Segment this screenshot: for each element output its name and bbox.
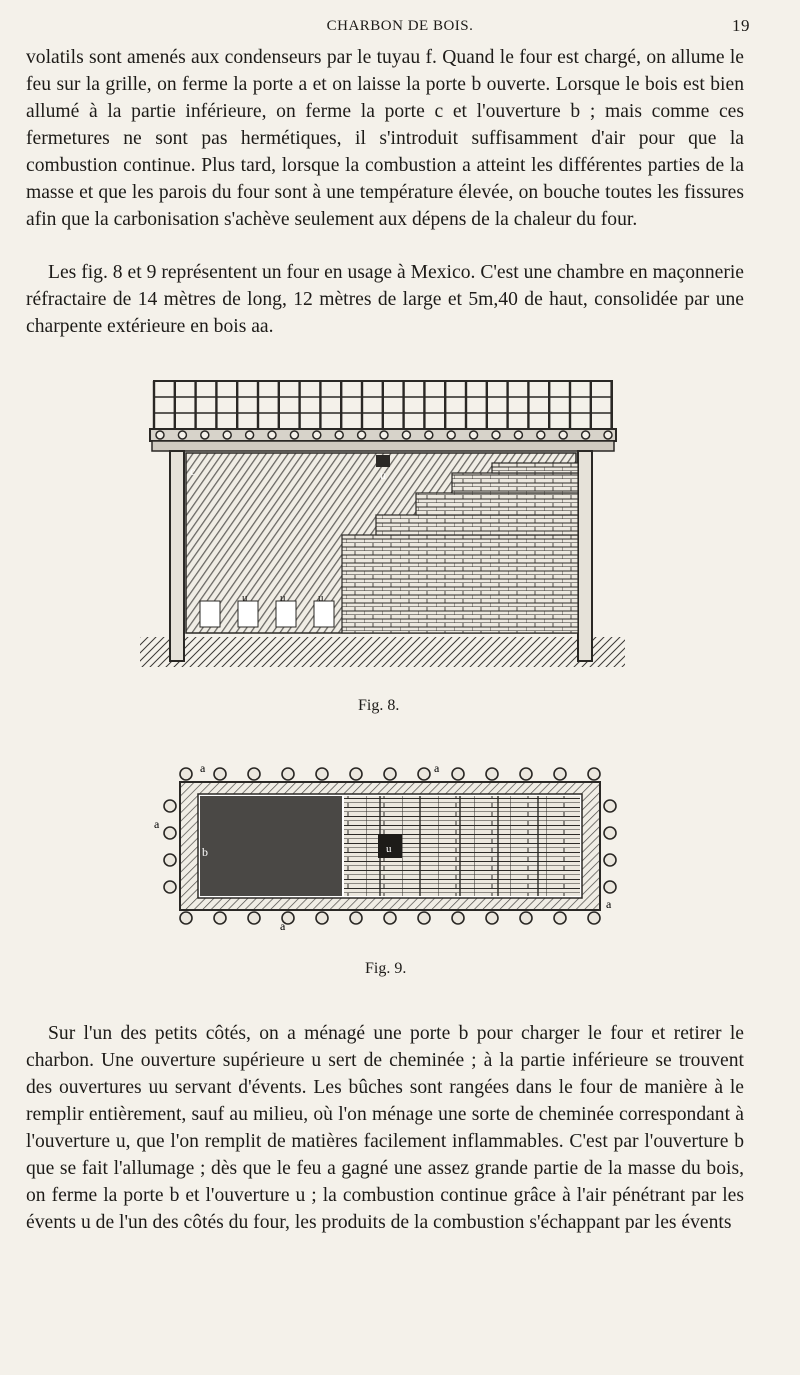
- fig9-label-a-top-left: a: [200, 761, 206, 775]
- fig9-label-a-top-mid: a: [434, 761, 440, 775]
- fig8-label-u: u: [380, 468, 386, 482]
- page-header: [50, 14, 750, 38]
- fig9-label-a-bottom: a: [280, 919, 286, 933]
- fig9-label-u: u: [386, 843, 392, 855]
- fig8-vent-label-1: u: [242, 592, 248, 604]
- fig8-vent-label-2: u: [280, 592, 286, 604]
- paragraph-2: Les fig. 8 et 9 représentent un four en usage à Mexico. C'est une chambre en maçonnerie réfractaire de 14 mètres de long, 12 mètres de large et 5m,40 de haut, consolidée par une charpente extérieure en bois aa.: [26, 262, 744, 337]
- figure-9-caption: Fig. 9.: [365, 960, 407, 977]
- figure-9-kiln-plan: [150, 758, 630, 938]
- fig9-label-a-left: a: [154, 817, 160, 831]
- paragraph-3: Sur l'un des petits côtés, on a ménagé une porte b pour charger le four et retirer le charbon. Une ouverture supérieure u sert de cheminée ; à la partie inférieure se trouvent des ouvertures uu servant d'évents. Les bûches sont rangées dans le four de manière à le remplir entièrement, sauf au milieu, où l'on ménage une sorte de cheminée correspondant à l'ouverture u, que l'on remplit de matières facilement inflammables. C'est par l'ouverture b que se fait l'allumage ; dès que le feu a gagné une assez grande partie de la masse du bois, on ferme la porte b et l'ouverture u ; la combustion continue grâce à l'air pénétrant par les évents u de l'un des côtés du four, les produits de la combustion s'échappant par les évents: [26, 1023, 744, 1233]
- fig9-label-a-right: a: [606, 897, 612, 911]
- fig8-vent-label-3: u: [318, 592, 324, 604]
- paragraph-1: volatils sont amenés aux condenseurs par le tuyau f. Quand le four est chargé, on allume le feu sur la grille, on ferme la porte a et on laisse la porte b ouverte. Lorsque le bois est bien allumé à la partie inférieure, on ferme la porte c et l'ouverture b ; mais comme ces fermetures ne sont pas hermétiques, il s'introduit suffisamment d'air pour que la combustion continue. Plus tard, lorsque la combustion a atteint les différentes parties de la masse et que les parois du four sont à une température élevée, on bouche toutes les fissures afin que la carbonisation s'achève seulement aux dépens de la chaleur du four.: [26, 47, 744, 230]
- figure-8-caption: Fig. 8.: [358, 697, 400, 714]
- fig9-label-b: b: [202, 845, 208, 859]
- figure-8-kiln-elevation: [130, 375, 640, 675]
- running-title: CHARBON DE BOIS.: [326, 18, 474, 34]
- page-number: 19: [732, 16, 750, 35]
- fig8-label-c: c: [190, 464, 196, 478]
